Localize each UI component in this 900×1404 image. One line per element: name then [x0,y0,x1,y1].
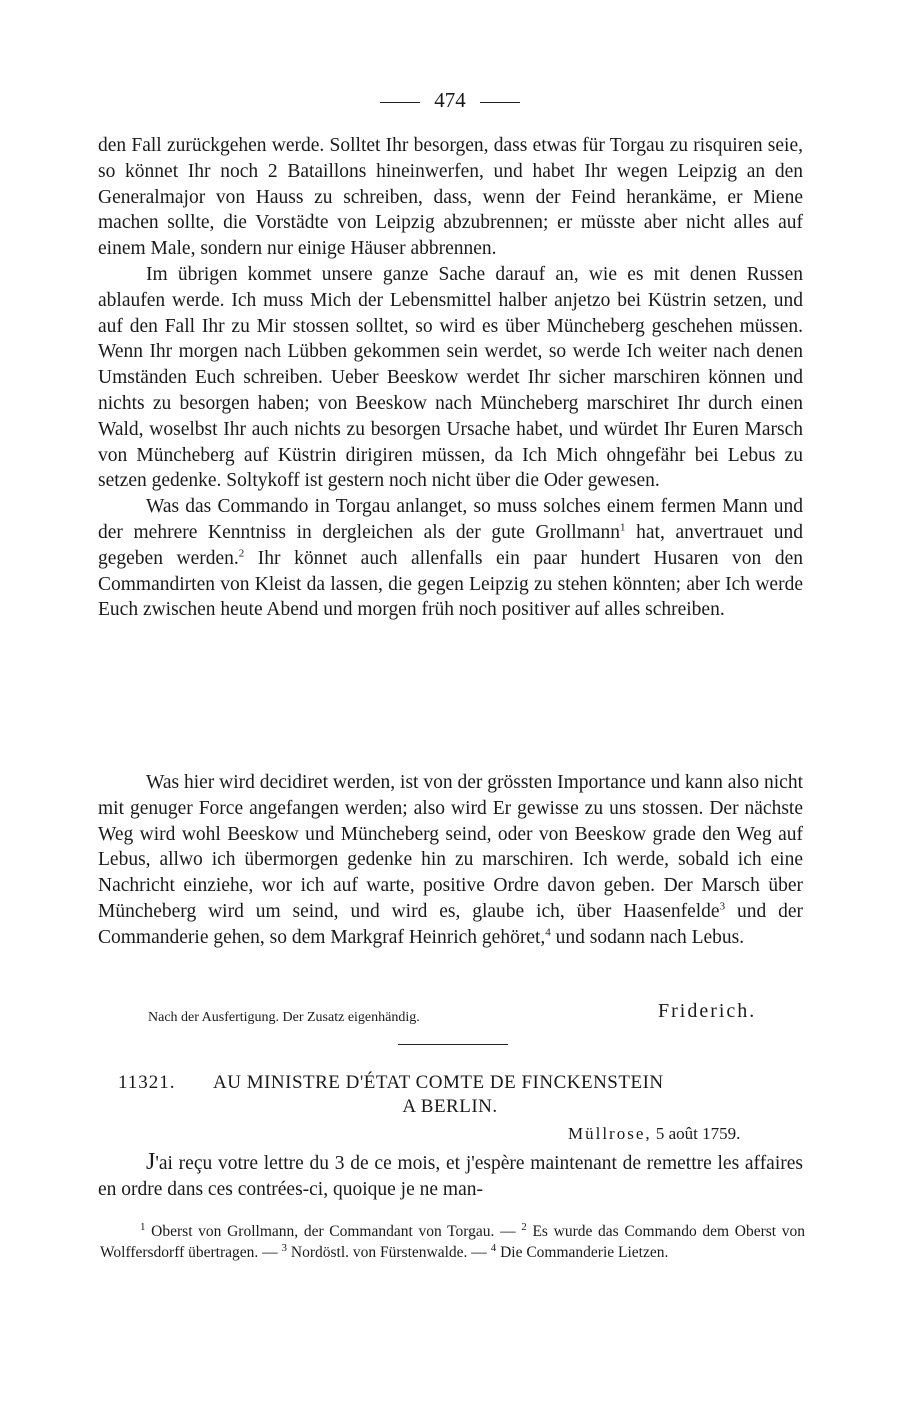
place-date-line [568,1124,740,1144]
page-number-text: 474 [434,88,466,112]
footnote-1: Oberst von Grollmann, der Commandant von Torgau. — [145,1223,522,1240]
page-number-dash-left [380,102,420,103]
letter-date: 5 août 1759. [655,1124,741,1143]
footnote-ref-1[interactable]: 1 [620,521,626,534]
drop-cap: J [146,1149,156,1175]
footnote-4: Die Commanderie Lietzen. [496,1243,669,1261]
entry-title-line-1: AU MINISTRE D'ÉTAT COMTE DE FINCKENSTEIN [213,1072,664,1093]
paragraph-3-text-b: hat, anvertrauet und gegeben werden. [98,521,803,569]
new-letter-body [98,1150,803,1203]
paragraph-3 [98,494,803,623]
new-letter-text: 'ai reçu votre lettre du 3 de ce mois, et j'espère maintenant de remettre les affaires en ordre dans ces contrées-ci, quoique je ne man- [98,1153,803,1200]
section-divider [398,1044,508,1045]
letter-place: Müllrose, [568,1124,652,1143]
page-number-dash-right [480,102,520,103]
paragraph-1: den Fall zurückgehen werde. Solltet Ihr besorgen, dass etwas für Torgau zu risquiren seie, so könnet Ihr noch 2 Bataillons hineinwerfen, und habet Ihr wegen Leipzig an den Generalmajor von Hauss zu schreiben, dass, wenn der Feind herankäme, er Miene machen sollte, die Vorstädte von Leipzig abzubrennen; er müsste aber nicht alles auf einem Male, sondern nur einige Häuser abbrennen. [98,135,803,260]
entry-number: 11321. [118,1072,176,1093]
footnote-marker-1: 1 [140,1220,146,1233]
paragraph-3-text-a: Was das Commando in Torgau anlanget, so muss solches einem fermen Mann und der mehrere Kenntniss in dergleichen als der gute Grollmann [98,496,803,543]
footnote-marker-2: 2 [521,1220,527,1233]
paragraph-2: Im übrigen kommet unsere ganze Sache darauf an, wie es mit denen Russen ablaufen werde. Ich muss Mich der Lebensmittel halber anjetzo bei Küstrin setzen, und auf den Fall Ihr zu Mir stossen solltet, so wird es über Müncheberg geschehen müssen. Wenn Ihr morgen nach Lübben gekommen sein werdet, so werde Ich weiter nach denen Umständen Euch schreiben. Ueber Beeskow werdet Ihr sicher marschiren können und nichts zu besorgen haben; von Beeskow nach Müncheberg marschiret Ihr durch einen Wald, woselbst Ihr auch nichts zu besorgen Ursache habet, und würdet Ihr Euren Marsch von Müncheberg auf Küstrin dirigiren müssen, da Ich Mich ohngefähr bei Lebus zu setzen gedenke. Soltykoff ist gestern noch nicht über die Oder gewesen. [98,263,803,492]
page-number [0,88,900,113]
letter-body-continued [98,133,803,623]
postscript-text-b: und der Commanderie gehen, so dem Markgraf Heinrich gehöret, [98,900,804,948]
source-attribution: Nach der Ausfertigung. Der Zusatz eigenhändig. [148,1010,420,1025]
footnotes [100,1222,805,1263]
signature: Friderich. [658,1000,757,1022]
entry-title-line-2: A BERLIN. [402,1096,498,1117]
footnote-marker-4: 4 [490,1241,497,1254]
footnote-ref-3[interactable]: 3 [719,900,726,913]
footnote-ref-2[interactable]: 2 [238,547,245,560]
postscript-text-a: Was hier wird decidiret werden, ist von der grössten Importance und kann also nicht mit genuger Force angefangen werden; also wird Er gewisse zu uns stossen. Der nächste Weg wird wohl Beeskow und Müncheberg seind, oder von Beeskow grade den Weg auf Lebus, allwo ich übermorgen gedenke hin zu marschiren. Ich werde, sobald ich eine Nachricht einziehe, wor ich auf warte, positive Ordre davon geben. Der Marsch über Müncheberg wird um seind, und wird es, glaube ich, über Haasenfelde [98,772,803,922]
postscript-text-c: und sodann nach Lebus. [550,926,745,948]
letter-postscript [98,770,803,951]
footnote-2: Es wurde das Commando dem Oberst von Wolffersdorff übertragen. — [100,1223,805,1261]
footnote-marker-3: 3 [281,1241,288,1254]
footnote-3: Nordöstl. von Fürstenwalde. — [287,1243,491,1261]
new-letter-paragraph [98,1150,803,1203]
paragraph-3-text-c: Ihr könnet auch allenfalls ein paar hundert Husaren von den Commandirten von Kleist da lassen, die gegen Leipzig zu stehen könnten; aber Ich werde Euch zwischen heute Abend und morgen früh noch positiver auf alles schreiben. [98,547,803,621]
footnote-ref-4[interactable]: 4 [545,926,551,939]
postscript-paragraph [98,770,803,951]
footnote-text [100,1222,805,1263]
